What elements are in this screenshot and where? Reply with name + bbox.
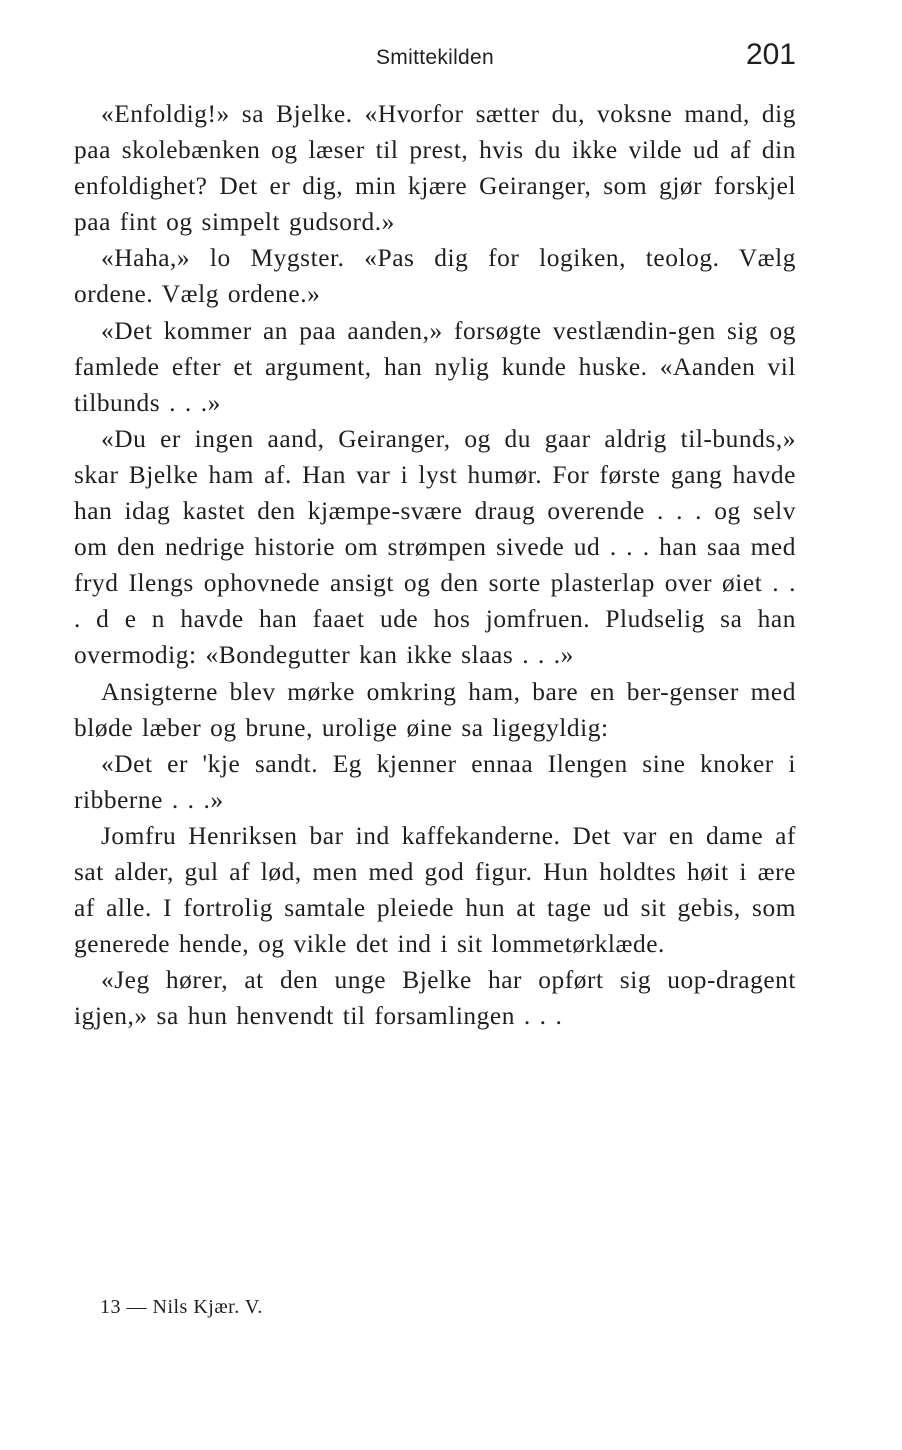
paragraph: «Du er ingen aand, Geiranger, og du gaar aldrig til-bunds,» skar Bjelke ham af. Han var i lyst humør. For første gang havde han idag kastet den kjæmpe-svære draug overende . . . og selv om den nedrige historie om strømpen sivede ud . . . han saa med fryd Ilengs ophovnede ansigt og den sorte plasterlap over øiet . . . d e n havde han faaet ude hos jomfruen. Pludselig sa han overmodig: «Bondegutter kan ikke slaas . . .» bbox=[74, 424, 796, 670]
page-number: 201 bbox=[745, 38, 796, 71]
printer-signature: 13 — Nils Kjær. V. bbox=[100, 1296, 263, 1318]
running-title: Smittekilden bbox=[376, 46, 494, 69]
paragraph: Ansigterne blev mørke omkring ham, bare en ber-genser med bløde læber og brune, urolige øine sa ligegyldig: bbox=[74, 677, 796, 742]
body-text bbox=[74, 96, 796, 1034]
running-head bbox=[74, 38, 796, 78]
paragraph: «Det kommer an paa aanden,» forsøgte vestlændin-gen sig og famlede efter et argument, han nylig kunde huske. «Aanden vil tilbunds . . .» bbox=[74, 316, 796, 417]
paragraph: «Enfoldig!» sa Bjelke. «Hvorfor sætter du, voksne mand, dig paa skolebænken og læser til prest, hvis du ikke vilde ud af din enfoldighet? Det er dig, min kjære Geiranger, som gjør forskjel paa fint og simpelt gudsord.» bbox=[74, 100, 796, 237]
paragraph: «Det er 'kje sandt. Eg kjenner ennaa Ilengen sine knoker i ribberne . . .» bbox=[74, 749, 796, 814]
paragraph: Jomfru Henriksen bar ind kaffekanderne. Det var en dame af sat alder, gul af lød, men med god figur. Hun holdtes høit i ære af alle. I fortrolig samtale pleiede hun at tage ud sit gebis, som generede hende, og vikle det ind i sit lommetørklæde. bbox=[74, 821, 796, 959]
paragraph: «Haha,» lo Mygster. «Pas dig for logiken, teolog. Vælg ordene. Vælg ordene.» bbox=[74, 244, 796, 309]
paragraph: «Jeg hører, at den unge Bjelke har opført sig uop-dragent igjen,» sa hun henvendt til forsamlingen . . . bbox=[74, 966, 796, 1031]
